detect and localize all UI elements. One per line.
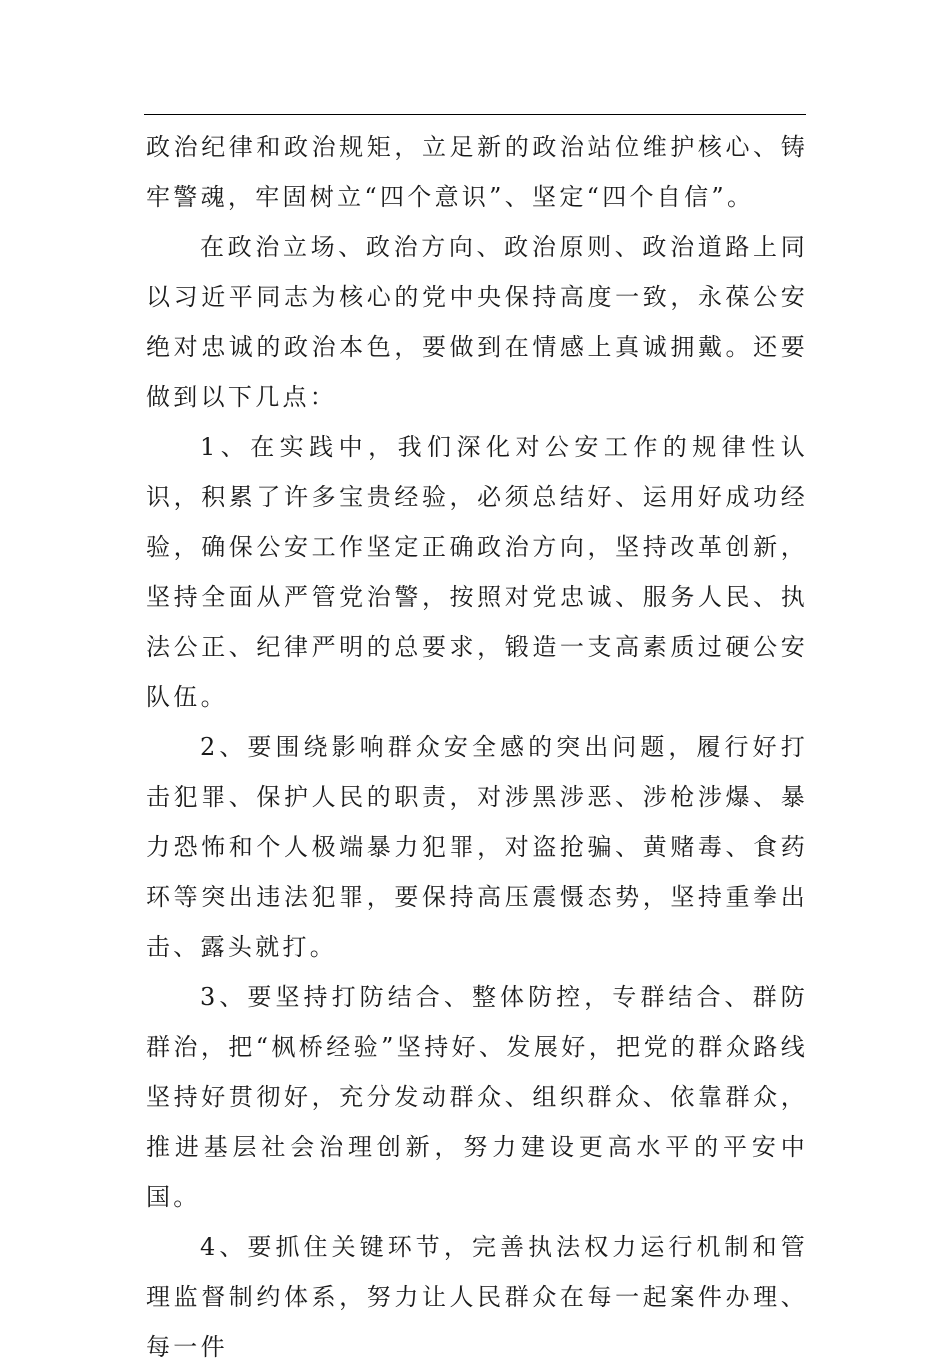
paragraph-3: 1、在实践中，我们深化对公安工作的规律性认识，积累了许多宝贵经验，必须总结好、运用好成功经验，确保公安工作坚定正确政治方向，坚持改革创新，坚持全面从严管党治警，按照对党忠诚、服务人民、执法公正、纪律严明的总要求，锻造一支高素质过硬公安队伍。 [146,433,808,711]
document-body [146,122,808,1372]
paragraph-1: 政治纪律和政治规矩，立足新的政治站位维护核心、铸牢警魂，牢固树立“四个意识”、坚定“四个自信”。 [146,133,808,211]
paragraph-6: 4、要抓住关键环节，完善执法权力运行机制和管理监督制约体系，努力让人民群众在每一起案件办理、每一件 [146,1233,808,1361]
paragraph-2: 在政治立场、政治方向、政治原则、政治道路上同以习近平同志为核心的党中央保持高度一致，永葆公安绝对忠诚的政治本色，要做到在情感上真诚拥戴。还要做到以下几点： [146,233,808,411]
header-rule [144,114,806,115]
paragraph-4: 2、要围绕影响群众安全感的突出问题，履行好打击犯罪、保护人民的职责，对涉黑涉恶、涉枪涉爆、暴力恐怖和个人极端暴力犯罪，对盗抢骗、黄赌毒、食药环等突出违法犯罪，要保持高压震慑态势，坚持重拳出击、露头就打。 [146,733,808,961]
paragraph-5: 3、要坚持打防结合、整体防控，专群结合、群防群治，把“枫桥经验”坚持好、发展好，把党的群众路线坚持好贯彻好，充分发动群众、组织群众、依靠群众，推进基层社会治理创新，努力建设更高水平的平安中国。 [146,983,808,1211]
